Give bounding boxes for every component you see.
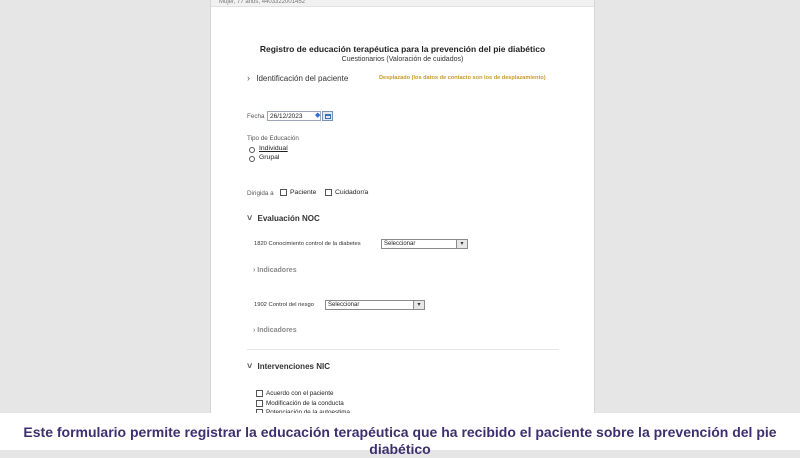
- radio-grupal-label: Grupal: [259, 154, 280, 161]
- caption-text: Este formulario permite registrar la educación terapéutica que ha recibido el paciente sobre la prevención del pie diabético: [23, 424, 777, 457]
- chevron-down-icon: ˅: [247, 213, 253, 223]
- chevron-right-icon: ›: [253, 267, 256, 274]
- dropdown-arrow-icon: ▾: [456, 240, 467, 248]
- noc-q2-select[interactable]: [325, 300, 425, 310]
- chevron-down-icon: ˅: [247, 361, 253, 371]
- fecha-input[interactable]: 26/12/2023: [267, 111, 321, 121]
- indicadores-2[interactable]: [253, 327, 297, 334]
- subtitle-caption: [0, 413, 800, 457]
- radio-grupal[interactable]: [249, 156, 255, 162]
- indicadores-1-label: Indicadores: [257, 267, 297, 274]
- chevron-right-icon: ›: [247, 73, 250, 83]
- nic-item-label: Modificación de la conducta: [266, 400, 344, 407]
- noc-q2-label: 1902 Control del riesgo: [254, 302, 314, 308]
- chevron-right-icon: ›: [253, 327, 256, 334]
- nic-item-checkbox[interactable]: [256, 390, 263, 397]
- section-noc[interactable]: [247, 213, 320, 223]
- noc-q1-label: 1820 Conocimiento control de la diabetes: [254, 241, 361, 247]
- indicadores-2-label: Indicadores: [257, 327, 297, 334]
- checkbox-cuidador-label: Cuidador/a: [335, 189, 369, 196]
- checkbox-paciente[interactable]: [280, 189, 287, 196]
- radio-individual[interactable]: [249, 147, 255, 153]
- displaced-note: Desplazado (los datos de contacto son los de desplazamiento): [379, 75, 546, 81]
- form-page: [210, 0, 595, 450]
- section-nic-title: Intervenciones NIC: [257, 362, 330, 371]
- tipo-educacion-label: Tipo de Educación: [247, 135, 299, 142]
- calendar-icon[interactable]: [322, 111, 333, 121]
- form-title: Registro de educación terapéutica para la prevención del pie diabético: [259, 44, 546, 54]
- dirigida-label: Dirigida a: [247, 190, 274, 197]
- checkbox-paciente-label: Paciente: [290, 189, 317, 196]
- section-noc-title: Evaluación NOC: [257, 214, 320, 223]
- checkbox-cuidador[interactable]: [325, 189, 332, 196]
- form-subtitle: Cuestionarios (Valoración de cuidados): [341, 56, 464, 63]
- nic-item-label: Acuerdo con el paciente: [266, 390, 334, 397]
- section-identificacion[interactable]: [247, 73, 348, 83]
- dropdown-arrow-icon: ▾: [413, 301, 424, 309]
- noc-q2-select-value: Seleccionar: [328, 302, 360, 308]
- patient-header-strip: Mujer, 77 años, 4403322001452: [211, 0, 595, 7]
- radio-individual-label: Individual: [259, 145, 288, 152]
- section-nic[interactable]: [247, 361, 330, 371]
- noc-q1-select[interactable]: [381, 239, 468, 249]
- divider: [247, 349, 559, 350]
- indicadores-1[interactable]: [253, 267, 297, 274]
- fecha-label: Fecha: [247, 113, 265, 120]
- section-identificacion-label: Identificación del paciente: [256, 74, 349, 83]
- noc-q1-select-value: Seleccionar: [384, 241, 416, 247]
- diamond-spinner-icon[interactable]: ◆: [315, 112, 321, 119]
- nic-item-checkbox[interactable]: [256, 400, 263, 407]
